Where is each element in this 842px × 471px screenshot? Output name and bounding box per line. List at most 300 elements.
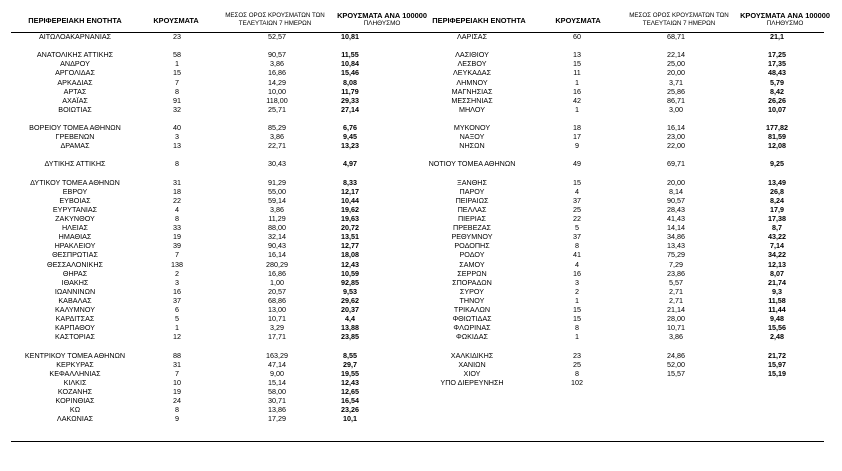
cell-avg: 10,00 — [268, 86, 286, 96]
cell-rate: 27,14 — [341, 104, 359, 114]
cell-name: ΑΡΤΑΣ — [63, 86, 87, 96]
cell-name: ΚΕΦΑΛΛΗΝΙΑΣ — [49, 368, 101, 378]
cell-avg: 21,14 — [667, 305, 685, 314]
cell-name: ΦΘΙΩΤΙΔΑΣ — [452, 314, 492, 324]
cell-rate: 12,77 — [341, 241, 359, 251]
cell-avg: 68,71 — [667, 32, 685, 41]
cell-name: ΡΟΔΟΥ — [459, 250, 485, 260]
cell-rate: 8,42 — [770, 86, 784, 96]
cell-rate: 2,48 — [770, 332, 784, 342]
cell-cases: 1 — [575, 295, 579, 305]
cell-cases: 15 — [573, 177, 581, 187]
table-row — [0, 159, 842, 168]
table-row — [0, 369, 842, 378]
table-row — [0, 68, 842, 77]
cell-name: ΧΑΛΚΙΔΙΚΗΣ — [450, 350, 494, 360]
cell-name: ΤΡΙΚΑΛΩΝ — [453, 305, 491, 314]
cell-cases: 4 — [175, 204, 179, 214]
cell-name: ΚΟΖΑΝΗΣ — [57, 386, 93, 396]
cell-avg: 8,14 — [669, 186, 683, 196]
cell-avg: 13,00 — [268, 305, 286, 314]
cell-cases: 40 — [173, 123, 181, 132]
table-row — [0, 196, 842, 205]
cell-name: ΠΕΛΛΑΣ — [457, 204, 487, 214]
cell-avg: 17,71 — [268, 332, 286, 342]
cell-name: ΚΑΡΠΑΘΟΥ — [55, 323, 95, 333]
cell-rate: 48,43 — [768, 68, 786, 78]
cell-cases: 91 — [173, 95, 181, 105]
cell-cases: 31 — [173, 177, 181, 187]
cell-name: ΒΟΡΕΙΟΥ ΤΟΜΕΑ ΑΘΗΝΩΝ — [29, 123, 121, 132]
cell-cases: 8 — [175, 405, 179, 415]
cell-cases: 37 — [573, 195, 581, 205]
cell-cases: 39 — [173, 241, 181, 251]
cell-rate: 10,44 — [341, 195, 359, 205]
cell-rate: 19,63 — [341, 214, 359, 223]
cell-name: ΚΩ — [69, 405, 81, 415]
cell-avg: 3,86 — [270, 59, 284, 69]
cell-avg: 10,71 — [268, 314, 286, 324]
cell-rate: 12,08 — [768, 141, 786, 151]
cell-name: ΧΙΟΥ — [463, 368, 481, 378]
table-row — [0, 360, 842, 369]
cell-name: ΚΑΛΥΜΝΟΥ — [55, 305, 95, 314]
cell-rate: 8,33 — [343, 177, 357, 187]
header-avg-line1-right: ΜΕΣΟΣ ΟΡΟΣ ΚΡΟΥΣΜΑΤΩΝ ΤΩΝ — [629, 12, 729, 19]
cell-avg: 9,00 — [270, 368, 284, 378]
cell-cases: 4 — [575, 186, 579, 196]
cell-name: ΒΟΙΩΤΙΑΣ — [58, 104, 92, 114]
table-row — [0, 96, 842, 105]
cell-rate: 6,76 — [343, 123, 357, 132]
cell-avg: 58,00 — [268, 386, 286, 396]
table-row — [0, 269, 842, 278]
cell-cases: 19 — [173, 232, 181, 242]
cell-name: ΠΕΙΡΑΙΩΣ — [455, 195, 489, 205]
cell-rate: 8,07 — [770, 268, 784, 278]
cell-rate: 5,79 — [770, 77, 784, 87]
cell-name: ΚΑΒΑΛΑΣ — [58, 295, 92, 305]
cell-name: ΗΛΕΙΑΣ — [61, 223, 89, 233]
cell-rate: 21,72 — [768, 350, 786, 360]
table-row — [0, 278, 842, 287]
cell-avg: 23,86 — [667, 268, 685, 278]
header-region-left: ΠΕΡΙΦΕΡΕΙΑΚΗ ΕΝΟΤΗΤΑ — [28, 16, 122, 25]
cell-name: ΡΟΔΟΠΗΣ — [454, 241, 490, 251]
cell-name: ΗΡΑΚΛΕΙΟΥ — [54, 241, 96, 251]
cell-avg: 86,71 — [667, 95, 685, 105]
table-row — [0, 305, 842, 314]
cell-rate: 92,85 — [341, 277, 359, 287]
cell-avg: 30,43 — [268, 159, 286, 169]
table-row — [0, 296, 842, 305]
table-row — [0, 141, 842, 150]
table-row — [0, 87, 842, 96]
cell-avg: 68,86 — [268, 295, 286, 305]
table-row — [0, 351, 842, 360]
table-row — [0, 332, 842, 341]
cell-name: ΤΗΝΟΥ — [459, 295, 485, 305]
table-row — [0, 287, 842, 296]
header-avg-line1: ΜΕΣΟΣ ΟΡΟΣ ΚΡΟΥΣΜΑΤΩΝ ΤΩΝ — [225, 12, 325, 19]
cell-avg: 52,57 — [268, 32, 286, 41]
cell-rate: 29,7 — [343, 359, 357, 369]
cell-avg: 20,00 — [667, 177, 685, 187]
header-rate-line2-right: ΠΛΗΘΥΣΜΟ — [766, 20, 804, 27]
cell-avg: 7,29 — [669, 259, 683, 269]
cell-avg: 13,43 — [667, 241, 685, 251]
cell-cases: 24 — [173, 396, 181, 405]
cell-rate: 17,9 — [770, 204, 784, 214]
cell-cases: 16 — [573, 86, 581, 96]
cell-avg: 28,00 — [667, 314, 685, 324]
cell-avg: 118,00 — [266, 95, 288, 105]
cell-rate: 17,38 — [768, 214, 786, 223]
table-row — [0, 50, 842, 59]
cell-avg: 280,29 — [266, 259, 288, 269]
cell-cases: 8 — [175, 159, 179, 169]
cell-avg: 15,14 — [268, 377, 286, 387]
cell-rate: 15,56 — [768, 323, 786, 333]
cell-name: ΑΙΤΩΛΟΑΚΑΡΝΑΝΙΑΣ — [38, 32, 112, 41]
cell-name: ΑΡΚΑΔΙΑΣ — [57, 77, 93, 87]
cell-cases: 15 — [573, 59, 581, 69]
table-row — [0, 260, 842, 269]
cell-rate: 12,17 — [341, 186, 359, 196]
cell-cases: 11 — [573, 68, 581, 78]
cell-name: ΛΑΚΩΝΙΑΣ — [56, 414, 94, 424]
cell-name: ΦΩΚΙΔΑΣ — [456, 332, 488, 342]
cell-avg: 20,57 — [268, 286, 286, 296]
cell-name: ΚΙΛΚΙΣ — [63, 377, 87, 387]
cell-name: ΛΗΜΝΟΥ — [456, 77, 488, 87]
cell-avg: 16,14 — [667, 123, 685, 132]
cell-rate: 7,14 — [770, 241, 784, 251]
cell-avg: 30,71 — [268, 396, 286, 405]
cell-cases: 2 — [175, 268, 179, 278]
cell-cases: 8 — [575, 323, 579, 333]
cell-avg: 41,43 — [667, 214, 685, 223]
cell-rate: 16,54 — [341, 396, 359, 405]
table-row — [0, 314, 842, 323]
cell-rate: 15,19 — [768, 368, 786, 378]
cell-rate: 12,13 — [768, 259, 786, 269]
cell-rate: 4,4 — [345, 314, 355, 324]
cell-avg: 3,86 — [270, 204, 284, 214]
cell-avg: 20,00 — [667, 68, 685, 78]
cell-avg: 14,14 — [667, 223, 685, 233]
cell-avg: 88,00 — [268, 223, 286, 233]
cell-cases: 15 — [573, 314, 581, 324]
cell-rate: 9,45 — [343, 132, 357, 142]
cell-name: ΝΑΞΟΥ — [459, 132, 485, 142]
cell-rate: 13,23 — [341, 141, 359, 151]
cell-cases: 8 — [575, 241, 579, 251]
cell-cases: 1 — [575, 104, 579, 114]
cell-avg: 52,00 — [667, 359, 685, 369]
cell-rate: 20,37 — [341, 305, 359, 314]
cell-name: ΛΕΥΚΑΔΑΣ — [452, 68, 492, 78]
cell-avg: 75,29 — [667, 250, 685, 260]
cell-avg: 59,14 — [268, 195, 286, 205]
cell-cases: 18 — [573, 123, 581, 132]
cell-avg: 34,86 — [667, 232, 685, 242]
cell-avg: 14,29 — [268, 77, 286, 87]
cell-avg: 55,00 — [268, 186, 286, 196]
cell-rate: 18,08 — [341, 250, 359, 260]
table-row — [0, 214, 842, 223]
header-cases-right: ΚΡΟΥΣΜΑΤΑ — [555, 16, 601, 25]
cell-cases: 17 — [573, 132, 581, 142]
cell-name: ΕΒΡΟΥ — [62, 186, 88, 196]
cell-name: ΠΡΕΒΕΖΑΣ — [453, 223, 491, 233]
cell-rate: 9,48 — [770, 314, 784, 324]
cell-name: ΚΕΡΚΥΡΑΣ — [56, 359, 94, 369]
cell-avg: 15,57 — [667, 368, 685, 378]
cell-cases: 88 — [173, 350, 181, 360]
cell-rate: 23,26 — [341, 405, 359, 415]
cell-name: ΞΑΝΘΗΣ — [457, 177, 487, 187]
cell-name: ΥΠΟ ΔΙΕΡΕΥΝΗΣΗ — [440, 377, 504, 387]
cell-cases: 1 — [575, 77, 579, 87]
cell-name: ΠΑΡΟΥ — [459, 186, 485, 196]
cell-cases: 23 — [573, 350, 581, 360]
cell-name: ΡΕΘΥΜΝΟΥ — [451, 232, 493, 242]
cell-rate: 43,22 — [768, 232, 786, 242]
cell-rate: 19,62 — [341, 204, 359, 214]
cell-cases: 3 — [175, 132, 179, 142]
cell-cases: 138 — [171, 259, 183, 269]
cell-cases: 49 — [573, 159, 581, 169]
cell-avg: 2,71 — [669, 295, 683, 305]
table-row — [0, 59, 842, 68]
cell-avg: 69,71 — [667, 159, 685, 169]
cell-cases: 2 — [575, 286, 579, 296]
cell-avg: 13,86 — [268, 405, 286, 415]
cell-cases: 32 — [173, 104, 181, 114]
table-row — [0, 241, 842, 250]
cell-name: ΚΟΡΙΝΘΙΑΣ — [55, 396, 95, 405]
header-region-right: ΠΕΡΙΦΕΡΕΙΑΚΗ ΕΝΟΤΗΤΑ — [432, 16, 526, 25]
header-rate-line1: ΚΡΟΥΣΜΑΤΑ ΑΝΑ 100000 — [337, 11, 427, 20]
cell-avg: 3,29 — [270, 323, 284, 333]
cell-rate: 9,25 — [770, 159, 784, 169]
cell-rate: 8,7 — [772, 223, 782, 233]
cell-cases: 58 — [173, 50, 181, 60]
cell-rate: 8,08 — [343, 77, 357, 87]
cell-rate: 11,44 — [768, 305, 786, 314]
cell-cases: 8 — [175, 214, 179, 223]
cell-avg: 2,71 — [669, 286, 683, 296]
cell-rate: 9,53 — [343, 286, 357, 296]
cell-cases: 31 — [173, 359, 181, 369]
cell-cases: 4 — [575, 259, 579, 269]
cell-name: ΚΕΝΤΡΙΚΟΥ ΤΟΜΕΑ ΑΘΗΝΩΝ — [24, 350, 126, 360]
cell-name: ΝΟΤΙΟΥ ΤΟΜΕΑ ΑΘΗΝΩΝ — [428, 159, 516, 169]
cell-avg: 25,00 — [667, 59, 685, 69]
cell-rate: 21,74 — [768, 277, 786, 287]
cell-cases: 16 — [573, 268, 581, 278]
cell-avg: 22,14 — [667, 50, 685, 60]
cell-cases: 8 — [575, 368, 579, 378]
cell-rate: 12,43 — [341, 377, 359, 387]
cell-avg: 3,86 — [669, 332, 683, 342]
cell-name: ΑΡΓΟΛΙΔΑΣ — [55, 68, 95, 78]
header-rate-right — [730, 12, 840, 28]
cell-cases: 16 — [173, 286, 181, 296]
cell-name: ΙΘΑΚΗΣ — [61, 277, 89, 287]
cell-cases: 9 — [175, 414, 179, 424]
cell-name: ΔΥΤΙΚΟΥ ΤΟΜΕΑ ΑΘΗΝΩΝ — [30, 177, 120, 187]
header-avg-line2: ΤΕΛΕΥΤΑΙΩΝ 7 ΗΜΕΡΩΝ — [238, 20, 312, 27]
cell-cases: 42 — [573, 95, 581, 105]
cell-avg: 5,57 — [669, 277, 683, 287]
cell-rate: 17,35 — [768, 59, 786, 69]
header-avg-right — [618, 12, 740, 28]
cell-avg: 90,57 — [667, 195, 685, 205]
cell-cases: 23 — [173, 32, 181, 41]
table-row — [0, 105, 842, 114]
cell-rate: 34,22 — [768, 250, 786, 260]
cell-rate: 13,49 — [768, 177, 786, 187]
cell-rate: 13,88 — [341, 323, 359, 333]
cell-name: ΜΗΛΟΥ — [459, 104, 485, 114]
cell-rate: 20,72 — [341, 223, 359, 233]
cell-name: ΔΥΤΙΚΗΣ ΑΤΤΙΚΗΣ — [44, 159, 106, 169]
cell-rate: 11,79 — [341, 86, 359, 96]
cell-avg: 90,57 — [268, 50, 286, 60]
cell-name: ΘΗΡΑΣ — [62, 268, 88, 278]
cell-cases: 15 — [173, 68, 181, 78]
cell-cases: 15 — [573, 305, 581, 314]
cell-cases: 25 — [573, 204, 581, 214]
cell-avg: 17,29 — [268, 414, 286, 424]
cell-cases: 12 — [173, 332, 181, 342]
cell-cases: 5 — [575, 223, 579, 233]
table-row — [0, 205, 842, 214]
cell-cases: 8 — [175, 86, 179, 96]
cell-cases: 19 — [173, 386, 181, 396]
cell-cases: 60 — [573, 32, 581, 41]
cell-rate: 12,43 — [341, 259, 359, 269]
cell-avg: 16,86 — [268, 68, 286, 78]
table-row — [0, 223, 842, 232]
cell-cases: 3 — [575, 277, 579, 287]
cell-avg: 85,29 — [268, 123, 286, 132]
cell-rate: 10,81 — [341, 32, 359, 41]
cell-cases: 13 — [573, 50, 581, 60]
table-row — [0, 187, 842, 196]
cell-rate: 15,46 — [341, 68, 359, 78]
cell-rate: 23,85 — [341, 332, 359, 342]
cell-rate: 81,59 — [768, 132, 786, 142]
cell-cases: 1 — [575, 332, 579, 342]
cell-cases: 7 — [175, 368, 179, 378]
cell-rate: 10,84 — [341, 59, 359, 69]
cell-name: ΜΕΣΣΗΝΙΑΣ — [451, 95, 493, 105]
cell-rate: 9,3 — [772, 286, 782, 296]
cell-avg: 1,00 — [270, 277, 284, 287]
table-row — [0, 378, 842, 387]
cell-avg: 90,43 — [268, 241, 286, 251]
table-row — [0, 178, 842, 187]
cell-cases: 7 — [175, 77, 179, 87]
cell-name: ΑΝΔΡΟΥ — [60, 59, 90, 69]
cell-cases: 9 — [575, 141, 579, 151]
cell-rate: 177,82 — [766, 123, 788, 132]
cell-name: ΙΩΑΝΝΙΝΩΝ — [54, 286, 96, 296]
table-row — [0, 323, 842, 332]
cell-rate: 29,33 — [341, 95, 359, 105]
cell-avg: 32,14 — [268, 232, 286, 242]
cell-cases: 37 — [173, 295, 181, 305]
cell-avg: 25,71 — [268, 104, 286, 114]
cell-name: ΑΧΑΪΑΣ — [62, 95, 88, 105]
cell-rate: 19,55 — [341, 368, 359, 378]
cell-cases: 37 — [573, 232, 581, 242]
cell-avg: 28,43 — [667, 204, 685, 214]
cell-cases: 22 — [173, 195, 181, 205]
cell-name: ΑΝΑΤΟΛΙΚΗΣ ΑΤΤΙΚΗΣ — [36, 50, 114, 60]
cell-avg: 24,86 — [667, 350, 685, 360]
cell-cases: 41 — [573, 250, 581, 260]
header-avg-line2-right: ΤΕΛΕΥΤΑΙΩΝ 7 ΗΜΕΡΩΝ — [642, 20, 716, 27]
table-row — [0, 232, 842, 241]
cell-rate: 21,1 — [770, 32, 784, 41]
cell-avg: 163,29 — [266, 350, 288, 360]
cell-rate: 12,65 — [341, 386, 359, 396]
cell-name: ΣΕΡΡΩΝ — [457, 268, 487, 278]
cell-name: ΔΡΑΜΑΣ — [60, 141, 90, 151]
cell-cases: 18 — [173, 186, 181, 196]
header-avg-left — [213, 12, 337, 28]
cell-cases: 6 — [175, 305, 179, 314]
cell-rate: 10,1 — [343, 414, 357, 424]
cell-avg: 22,71 — [268, 141, 286, 151]
cell-avg: 23,00 — [667, 132, 685, 142]
cell-rate: 29,62 — [341, 295, 359, 305]
cell-name: ΕΥΡΥΤΑΝΙΑΣ — [52, 204, 98, 214]
cell-avg: 3,00 — [669, 104, 683, 114]
cell-cases: 1 — [175, 59, 179, 69]
cell-rate: 8,24 — [770, 195, 784, 205]
cell-cases: 102 — [571, 377, 583, 387]
cell-rate: 10,59 — [341, 268, 359, 278]
cell-name: ΘΕΣΣΑΛΟΝΙΚΗΣ — [47, 259, 103, 269]
header-cases-left: ΚΡΟΥΣΜΑΤΑ — [153, 16, 199, 25]
cell-name: ΣΑΜΟΥ — [459, 259, 485, 269]
cell-name: ΛΑΡΙΣΑΣ — [456, 32, 488, 41]
cell-cases: 10 — [173, 377, 181, 387]
cell-cases: 13 — [173, 141, 181, 151]
cell-avg: 10,71 — [667, 323, 685, 333]
cell-cases: 25 — [573, 359, 581, 369]
table-row — [0, 32, 842, 41]
cell-avg: 22,00 — [667, 141, 685, 151]
cell-name: ΚΑΡΔΙΤΣΑΣ — [55, 314, 95, 324]
cell-rate: 11,55 — [341, 50, 359, 60]
cell-avg: 16,86 — [268, 268, 286, 278]
cell-rate: 26,26 — [768, 95, 786, 105]
cell-cases: 33 — [173, 223, 181, 233]
cell-name: ΘΕΣΠΡΩΤΙΑΣ — [52, 250, 98, 260]
header-rate-line1-right: ΚΡΟΥΣΜΑΤΑ ΑΝΑ 100000 — [740, 11, 830, 20]
cell-rate: 4,97 — [343, 159, 357, 169]
cell-avg: 3,71 — [669, 77, 683, 87]
table-row — [0, 123, 842, 132]
cell-rate: 8,55 — [343, 350, 357, 360]
cell-name: ΓΡΕΒΕΝΩΝ — [55, 132, 95, 142]
